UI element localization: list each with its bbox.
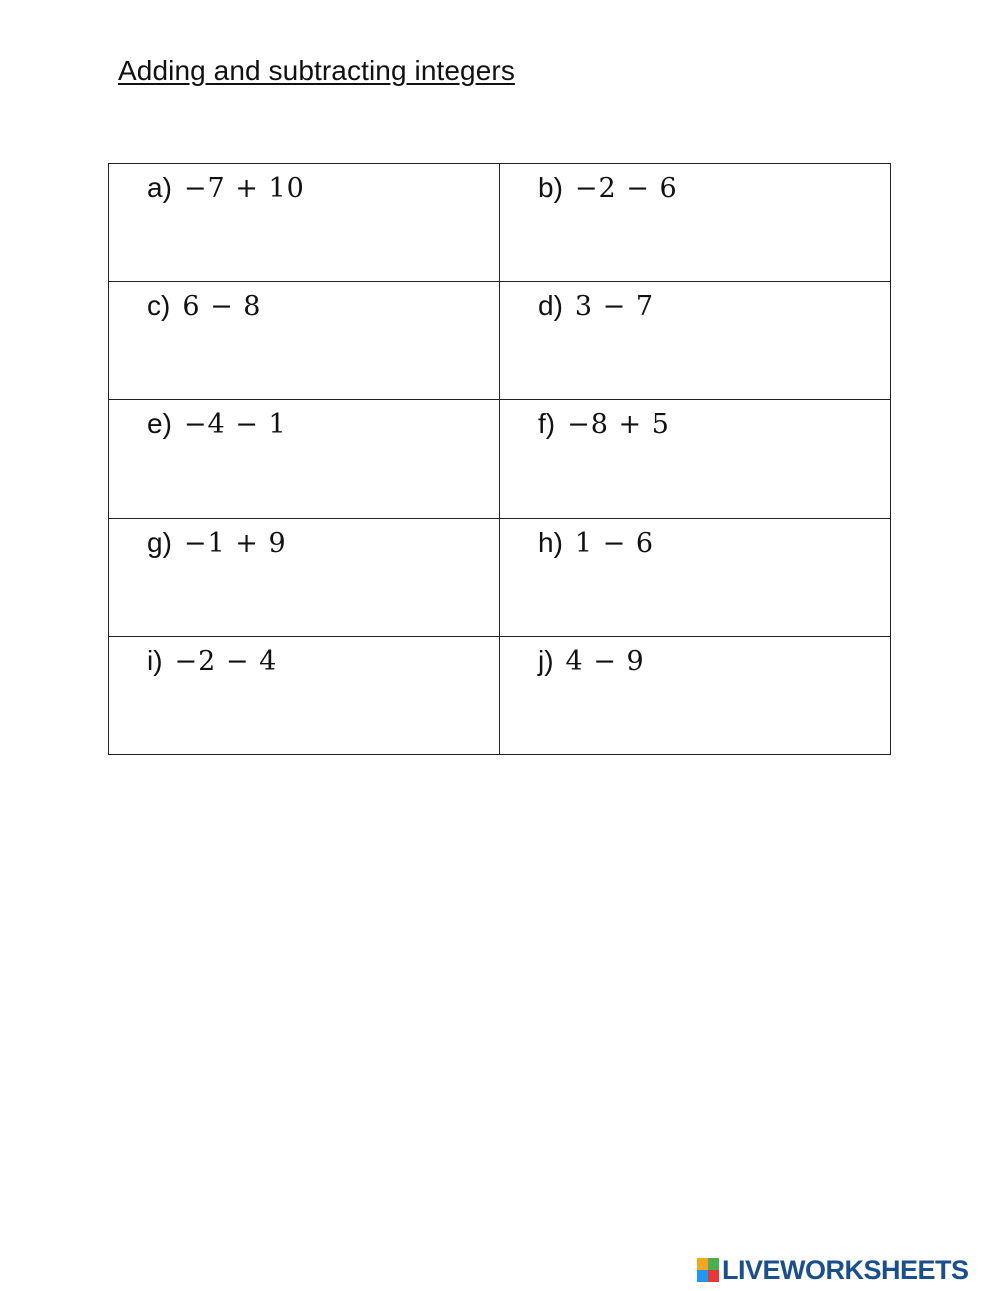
table-row — [109, 518, 891, 636]
problem-expression: −7 + 10 — [183, 173, 305, 204]
problem-expression: 4 − 9 — [565, 645, 645, 677]
logo-square-icon — [697, 1258, 708, 1270]
liveworksheets-logo-icon — [697, 1258, 719, 1282]
problem-label: b) — [538, 172, 563, 203]
problem-expression: 6 − 8 — [182, 291, 262, 323]
table-row — [109, 164, 891, 282]
problem-cell-d — [500, 282, 891, 400]
problem-label: a) — [147, 172, 172, 203]
problem-cell-e — [109, 400, 500, 518]
problem-expression: −2 − 4 — [174, 645, 278, 677]
problem-expression: 1 − 6 — [574, 527, 655, 559]
logo-square-icon — [708, 1270, 719, 1282]
logo-square-icon — [697, 1270, 708, 1282]
problem-cell-b — [500, 164, 891, 282]
problem-label: f) — [538, 408, 556, 440]
problem-label: j) — [538, 644, 554, 676]
problem-cell-f — [500, 400, 891, 518]
table-row — [109, 636, 891, 754]
page-title: Adding and subtracting integers — [118, 55, 515, 86]
problem-expression: 3 − 7 — [574, 291, 655, 323]
problem-cell-c — [109, 282, 500, 400]
problem-cell-j — [500, 636, 891, 754]
problem-expression: −1 + 9 — [183, 527, 287, 559]
problem-label: i) — [147, 644, 163, 676]
problem-expression: −8 + 5 — [567, 409, 670, 441]
table-row — [109, 282, 891, 400]
problem-label: g) — [147, 526, 172, 558]
table-row — [109, 400, 891, 518]
problem-expression: −4 − 1 — [183, 409, 287, 441]
problem-cell-i — [109, 636, 500, 754]
liveworksheets-brand — [697, 1256, 969, 1284]
problem-cell-g — [109, 518, 500, 636]
logo-square-icon — [708, 1258, 719, 1270]
brand-text: LIVEWORKSHEETS — [722, 1254, 969, 1285]
problem-cell-h — [500, 518, 891, 636]
problem-label: e) — [147, 408, 172, 440]
problem-cell-a — [109, 164, 500, 282]
problem-table — [108, 163, 891, 755]
problem-label: c) — [147, 290, 171, 322]
problem-expression: −2 − 6 — [574, 173, 678, 204]
problem-label: d) — [538, 290, 563, 322]
problem-label: h) — [538, 526, 563, 558]
